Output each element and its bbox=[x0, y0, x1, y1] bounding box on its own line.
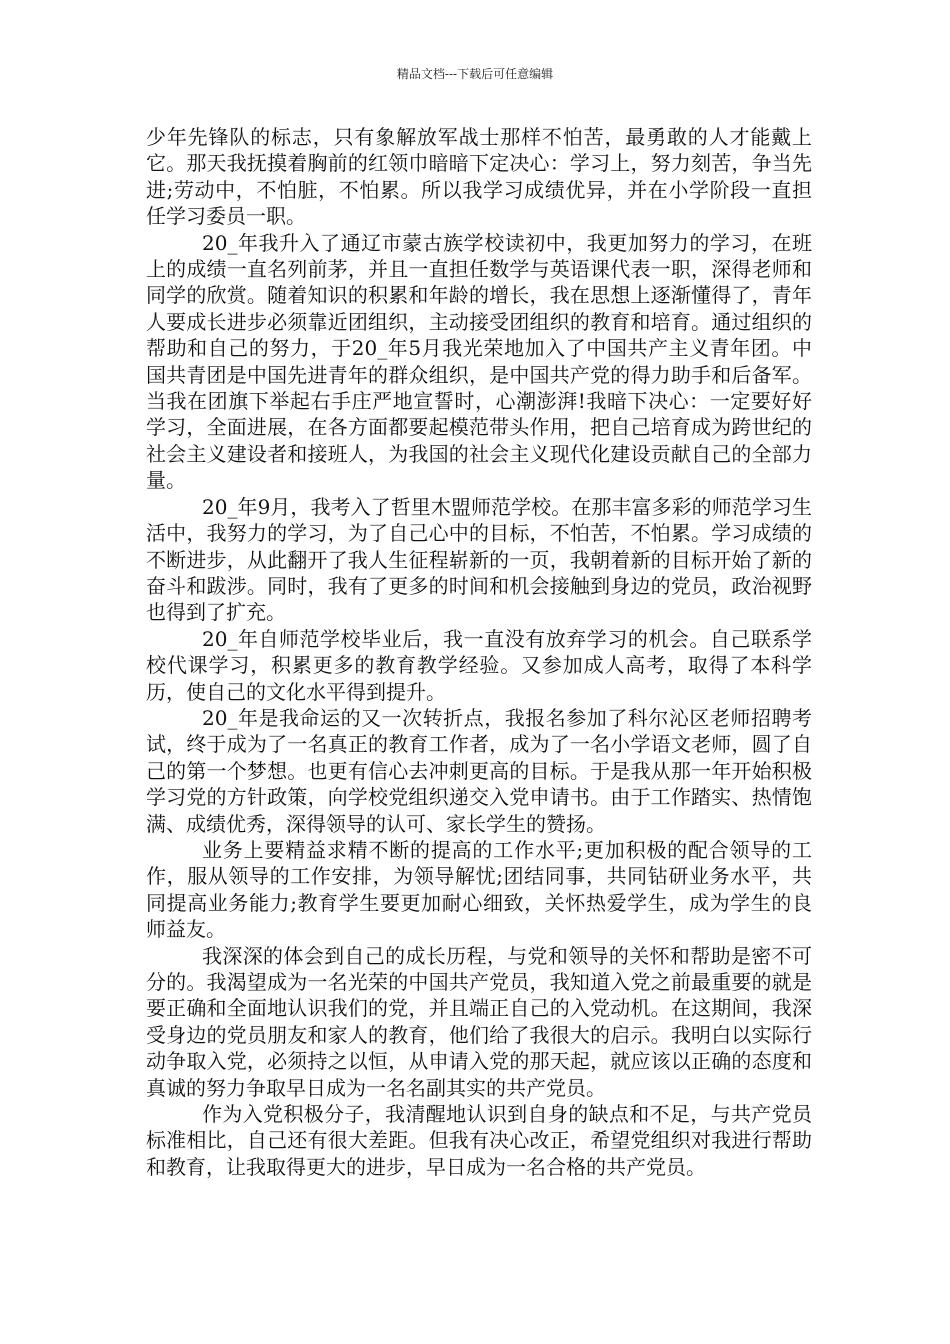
paragraph-6: 业务上要精益求精不断的提高的工作水平;更加积极的配合领导的工作，服从领导的工作安排，为领导解忧;团结同事，共同钻研业务水平，共同提高业务能力;教育学生要更加耐心细致，关怀热爱学生，成为学生的良师益友。 bbox=[146, 837, 812, 942]
paragraph-2: 20_年我升入了通辽市蒙古族学校读初中，我更加努力的学习，在班上的成绩一直名列前茅，并且一直担任数学与英语课代表一职，深得老师和同学的欣赏。随着知识的积累和年龄的增长，我在思想上逐渐懂得了，青年人要成长进步必须靠近团组织，主动接受团组织的教育和培育。通过组织的帮助和自己的努力，于20_年5月我光荣地加入了中国共产主义青年团。中国共青团是中国先进青年的群众组织，是中国共产党的得力助手和后备军。当我在团旗下举起右手庄严地宣誓时，心潮澎湃!我暗下决心：一定要好好学习，全面进展，在各方面都要起模范带头作用，把自己培育成为跨世纪的社会主义建设者和接班人，为我国的社会主义现代化建设贡献自己的全部力量。 bbox=[146, 230, 812, 493]
paragraph-3: 20_年9月，我考入了哲里木盟师范学校。在那丰富多彩的师范学习生活中，我努力的学习，为了自己心中的目标，不怕苦，不怕累。学习成绩的不断进步，从此翻开了我人生征程崭新的一页，我朝着新的目标开始了新的奋斗和跋涉。同时，我有了更多的时间和机会接触到身边的党员，政治视野也得到了扩充。 bbox=[146, 494, 812, 625]
paragraph-5: 20_年是我命运的又一次转折点，我报名参加了科尔沁区老师招聘考试，终于成为了一名真正的教育工作者，成为了一名小学语文老师，圆了自己的第一个梦想。也更有信心去冲刺更高的目标。于是我从那一年开始积极学习党的方针政策，向学校党组织递交入党申请书。由于工作踏实、热情饱满、成绩优秀，深得领导的认可、家长学生的赞扬。 bbox=[146, 705, 812, 836]
paragraph-7: 我深深的体会到自己的成长历程，与党和领导的关怀和帮助是密不可分的。我渴望成为一名光荣的中国共产党员，我知道入党之前最重要的就是要正确和全面地认识我们的党，并且端正自己的入党动机。在这期间，我深受身边的党员朋友和家人的教育，他们给了我很大的启示。我明白以实际行动争取入党，必须持之以恒，从申请入党的那天起，就应该以正确的态度和真诚的努力争取早日成为一名名副其实的共产党员。 bbox=[146, 943, 812, 1100]
paragraph-1: 少年先锋队的标志，只有象解放军战士那样不怕苦，最勇敢的人才能戴上它。那天我抚摸着胸前的红领巾暗暗下定决心：学习上，努力刻苦，争当先进;劳动中，不怕脏，不怕累。所以我学习成绩优异，并在小学阶段一直担任学习委员一职。 bbox=[146, 125, 812, 229]
paragraph-8: 作为入党积极分子，我清醒地认识到自身的缺点和不足，与共产党员标准相比，自己还有很大差距。但我有决心改正，希望党组织对我进行帮助和教育，让我取得更大的进步，早日成为一名合格的共产党员。 bbox=[146, 1102, 812, 1179]
document-body bbox=[146, 124, 812, 1180]
page-header: 精品文档---下载后可任意编辑 bbox=[396, 67, 554, 81]
paragraph-4: 20_年自师范学校毕业后，我一直没有放弃学习的机会。自己联系学校代课学习，积累更多的教育教学经验。又参加成人高考，取得了本科学历，使自己的文化水平得到提升。 bbox=[146, 626, 812, 704]
